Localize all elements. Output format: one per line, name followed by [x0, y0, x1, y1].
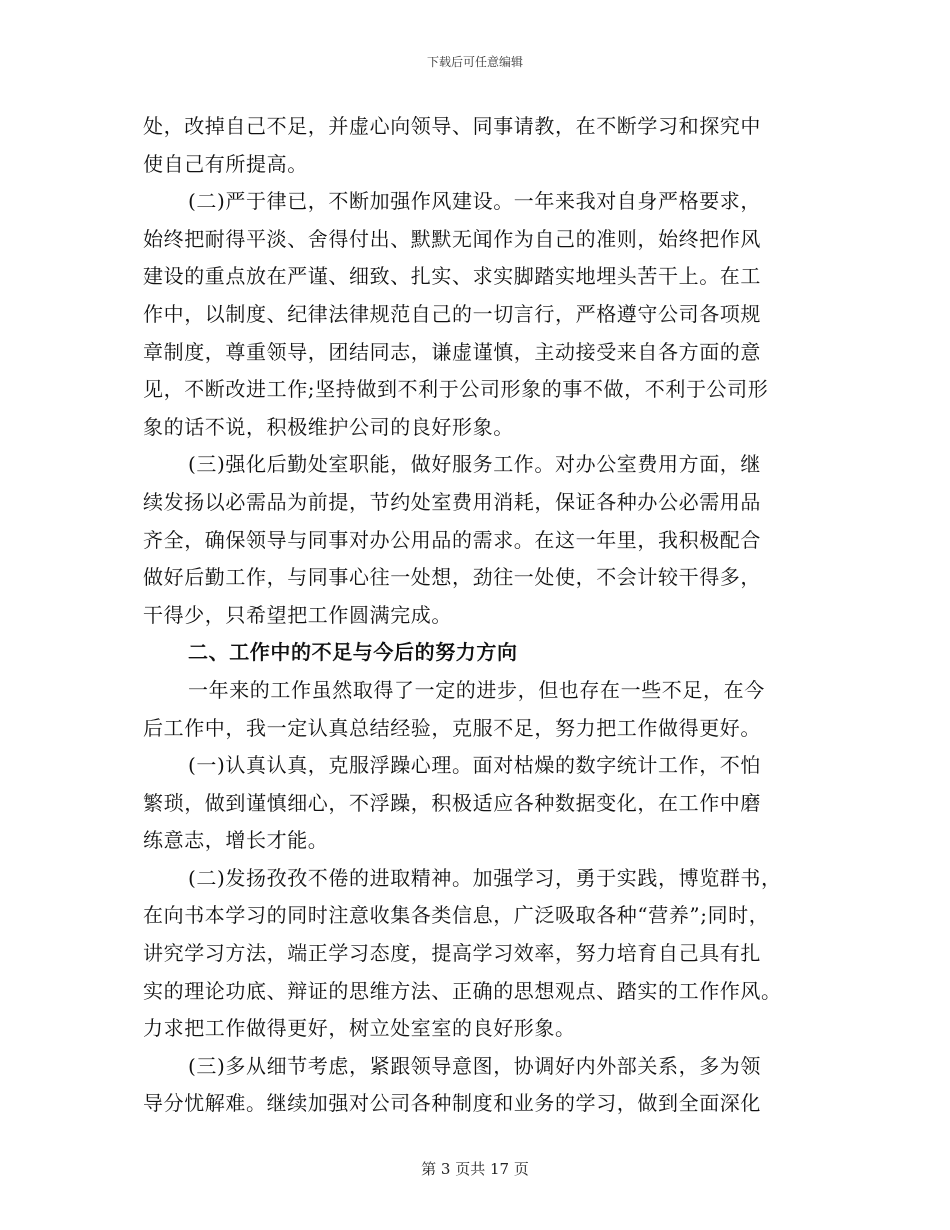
- text-line: 象的话不说，积极维护公司的良好形象。: [143, 414, 514, 439]
- text-line: (二)发扬孜孜不倦的进取精神。加强学习，勇于实践，博览群书，: [188, 865, 782, 890]
- text-line: 讲究学习方法，端正学习态度，提高学习效率，努力培育自己具有扎: [143, 941, 761, 966]
- text-line: 作中，以制度、纪律法律规范自己的一切言行，严格遵守公司各项规: [143, 301, 761, 326]
- text-line: 实的理论功底、辩证的思维方法、正确的思想观点、踏实的工作作风。: [143, 978, 782, 1003]
- text-line: 见，不断改进工作;坚持做到不利于公司形象的事不做，不利于公司形: [143, 377, 769, 402]
- text-line: 始终把耐得平淡、舍得付出、默默无闻作为自己的准则，始终把作风: [143, 226, 761, 251]
- text-line: 章制度，尊重领导，团结同志，谦虚谨慎，主动接受来自各方面的意: [143, 339, 761, 364]
- text-line: (二)严于律已，不断加强作风建设。一年来我对自身严格要求，: [188, 189, 762, 214]
- text-line: 力求把工作做得更好，树立处室室的良好形象。: [143, 1016, 576, 1041]
- section-heading: 二、工作中的不足与今后的努力方向: [188, 640, 518, 665]
- text-line: 齐全，确保领导与同事对办公用品的需求。在这一年里，我积极配合: [143, 527, 761, 552]
- page-number: 第 3 页共 17 页: [421, 1160, 529, 1178]
- text-line: 建设的重点放在严谨、细致、扎实、求实脚踏实地埋头苦干上。在工: [143, 264, 761, 289]
- text-line: 繁琐，做到谨慎细心，不浮躁，积极适应各种数据变化，在工作中磨: [143, 790, 761, 815]
- text-line: 续发扬以必需品为前提，节约处室费用消耗，保证各种办公必需用品: [143, 489, 761, 514]
- text-line: 使自己有所提高。: [143, 151, 308, 176]
- text-line: 练意志，增长才能。: [143, 828, 329, 853]
- text-line: (三)强化后勤处室职能，做好服务工作。对办公室费用方面，继: [188, 452, 762, 477]
- text-line: 在向书本学习的同时注意收集各类信息，广泛吸取各种“营养”;同时，: [143, 903, 770, 928]
- text-line: 干得少，只希望把工作圆满完成。: [143, 602, 452, 627]
- text-line: 一年来的工作虽然取得了一定的进步，但也存在一些不足，在今: [188, 677, 765, 702]
- text-line: 处，改掉自己不足，并虚心向领导、同事请教，在不断学习和探究中: [143, 114, 761, 138]
- text-line: 后工作中，我一定认真总结经验，克服不足，努力把工作做得更好。: [143, 715, 761, 740]
- text-line: 做好后勤工作，与同事心往一处想，劲往一处使，不会计较干得多，: [143, 565, 761, 590]
- page-header: 下载后可任意编辑: [426, 55, 523, 69]
- text-line: (一)认真认真，克服浮躁心理。面对枯燥的数字统计工作，不怕: [188, 753, 762, 778]
- text-line: 导分忧解难。继续加强对公司各种制度和业务的学习，做到全面深化: [143, 1091, 761, 1116]
- text-line: (三)多从细节考虑，紧跟领导意图，协调好内外部关系，多为领: [188, 1053, 762, 1078]
- document-body: [143, 108, 793, 1123]
